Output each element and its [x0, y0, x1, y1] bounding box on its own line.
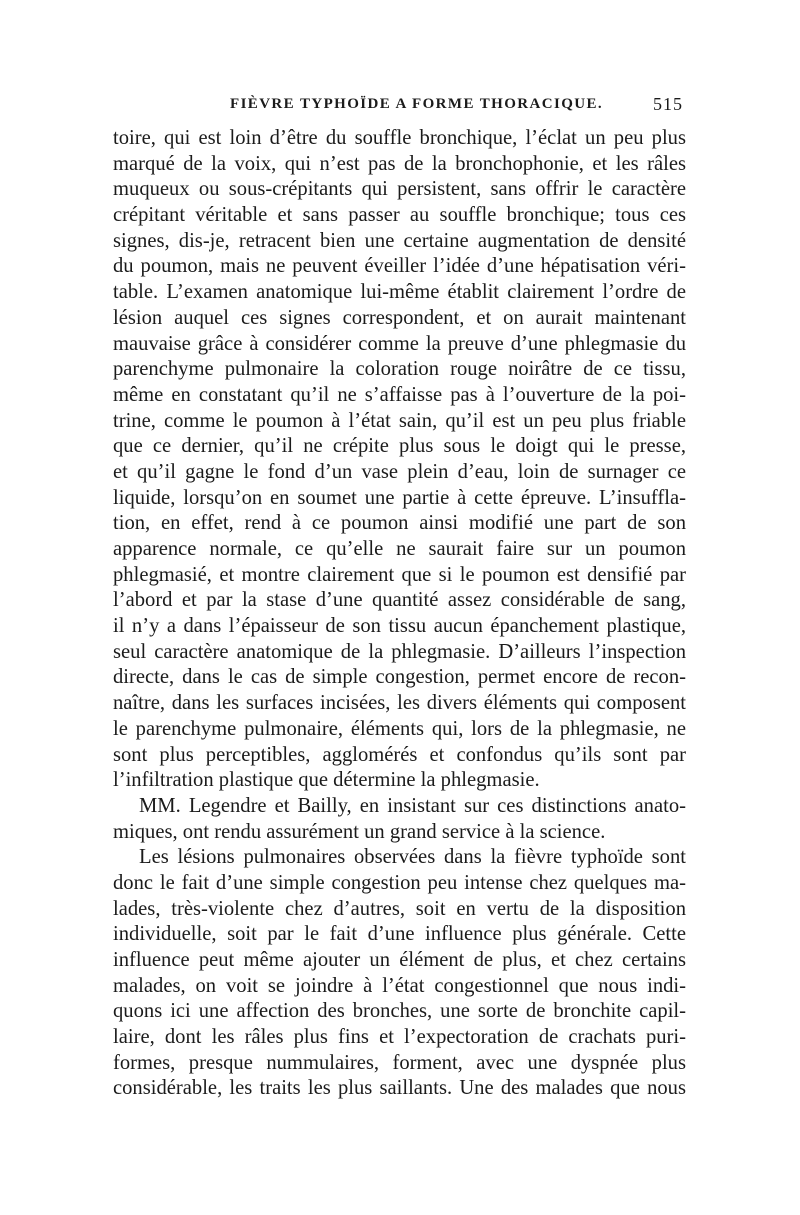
text-line: liquide, lorsqu’on en soumet une partie à cette épreuve. L’insuffla- [113, 486, 686, 509]
text-line: considérable, les traits les plus saillants. Une des malades que nous [113, 1077, 686, 1100]
text-line: Les lésions pulmonaires observées dans la fièvre typhoïde sont [139, 846, 686, 869]
page-header [115, 96, 683, 120]
text-line: crépitant véritable et sans passer au souffle bronchique; tous ces [113, 204, 686, 227]
text-line: que ce dernier, qu’il ne crépite plus sous le doigt qui le presse, [113, 435, 686, 458]
text-line: individuelle, soit par le fait d’une influence plus générale. Cette [113, 923, 686, 946]
running-title: FIÈVRE TYPHOÏDE A FORME THORACIQUE. [230, 96, 604, 112]
text-line: lades, très-violente chez d’autres, soit en vertu de la disposition [113, 897, 686, 920]
text-line: directe, dans le cas de simple congestion, permet encore de recon- [113, 666, 686, 689]
text-line: le parenchyme pulmonaire, éléments qui, lors de la phlegmasie, ne [113, 717, 686, 740]
text-line: table. L’examen anatomique lui-même établit clairement l’ordre de [113, 281, 686, 304]
text-line: donc le fait d’une simple congestion peu intense chez quelques ma- [113, 871, 686, 894]
text-line: signes, dis-je, retracent bien une certaine augmentation de densité [113, 229, 686, 252]
text-line: quons ici une affection des bronches, une sorte de bronchite capil- [113, 1000, 686, 1023]
text-line: MM. Legendre et Bailly, en insistant sur ces distinctions anato- [139, 794, 686, 817]
page-number: 515 [653, 94, 683, 114]
text-line: il n’y a dans l’épaisseur de son tissu aucun épanchement plastique, [113, 615, 686, 638]
text-line: muqueux ou sous-crépitants qui persistent, sans offrir le caractère [113, 178, 686, 201]
text-line: marqué de la voix, qui n’est pas de la bronchophonie, et les râles [113, 152, 686, 175]
text-line: mauvaise grâce à considérer comme la preuve d’une phlegmasie du [113, 332, 686, 355]
text-line: miques, ont rendu assurément un grand service à la science. [113, 820, 606, 843]
text-line: influence peut même ajouter un élément de plus, et chez certains [113, 949, 686, 971]
text-line: du poumon, mais ne peuvent éveiller l’idée d’une hépatisation véri- [113, 255, 686, 278]
text-line: apparence normale, ce qu’elle ne saurait faire sur un poumon [113, 538, 686, 560]
text-line: malades, on voit se joindre à l’état congestionnel que nous indi- [113, 974, 686, 997]
text-line: laire, dont les râles plus fins et l’expectoration de crachats puri- [113, 1026, 686, 1049]
text-line: formes, presque nummulaires, forment, avec une dyspnée plus [113, 1051, 686, 1074]
text-line: et qu’il gagne le fond d’un vase plein d’eau, loin de surnager ce [113, 460, 686, 483]
text-line: toire, qui est loin d’être du souffle bronchique, l’éclat un peu plus [113, 127, 686, 149]
body-text [113, 126, 686, 1102]
text-line: phlegmasié, et montre clairement que si le poumon est densifié par [113, 563, 686, 586]
text-line: seul caractère anatomique de la phlegmasie. D’ailleurs l’inspection [113, 640, 686, 663]
text-line: parenchyme pulmonaire la coloration rouge noirâtre de ce tissu, [113, 358, 686, 381]
text-line: tion, en effet, rend à ce poumon ainsi modifié une part de son [113, 512, 686, 535]
text-line: trine, comme le poumon à l’état sain, qu’il est un peu plus friable [113, 409, 686, 432]
text-line: sont plus perceptibles, agglomérés et confondus qu’ils sont par [113, 743, 686, 766]
text-line: l’abord et par la stase d’une quantité assez considérable de sang, [113, 589, 686, 612]
text-line: même en constatant qu’il ne s’affaisse pas à l’ouverture de la poi- [113, 383, 686, 406]
text-line: naître, dans les surfaces incisées, les divers éléments qui composent [113, 692, 686, 715]
text-line: lésion auquel ces signes correspondent, et on aurait maintenant [113, 306, 686, 329]
text-line: l’infiltration plastique que détermine la phlegmasie. [113, 769, 540, 792]
